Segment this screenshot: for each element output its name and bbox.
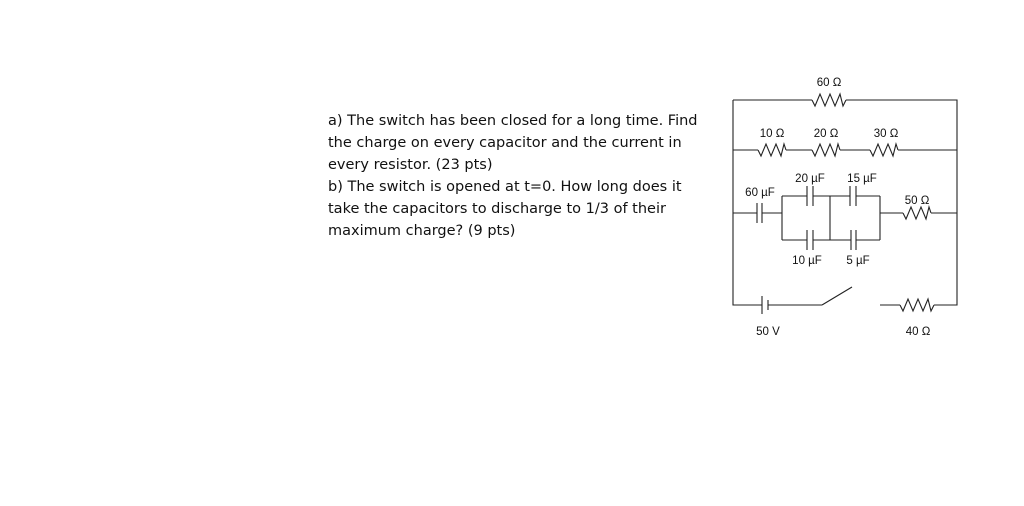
resistor-30-ohm [870,128,899,156]
capacitor-5-label: 5 µF [846,255,870,267]
capacitor-15-label: 15 µF [847,173,877,185]
capacitor-10-uf [792,230,822,267]
resistor-30-label: 30 Ω [873,128,899,140]
resistor-50-label: 50 Ω [904,195,930,207]
resistor-50-ohm [903,195,931,219]
resistor-10-label: 10 Ω [759,128,785,140]
resistor-60-ohm [812,77,846,106]
capacitor-60-label: 60 µF [745,187,775,199]
battery-50-v [756,296,780,338]
capacitor-5-uf [846,230,869,267]
part-a: a) The switch has been closed for a long time. Find the charge on every capacitor and the current in every resistor. (23 pts) [328,113,698,173]
capacitor-60-uf [745,187,775,223]
battery-label: 50 V [756,326,780,338]
resistor-20-label: 20 Ω [813,128,839,140]
capacitor-10-label: 10 µF [792,255,822,267]
resistor-40-label: 40 Ω [905,326,931,338]
resistor-20-ohm [812,128,840,156]
capacitor-20-label: 20 µF [795,173,825,185]
resistor-60-label: 60 Ω [816,77,842,89]
resistor-40-ohm [900,299,934,338]
resistor-10-ohm [758,128,786,156]
switch [822,287,852,305]
capacitor-15-uf [847,173,877,206]
capacitor-20-uf [795,173,825,206]
part-b: b) The switch is opened at t=0. How long does it take the capacitors to discharge to 1/3 of their maximum charge? (9 pts) [328,179,682,239]
